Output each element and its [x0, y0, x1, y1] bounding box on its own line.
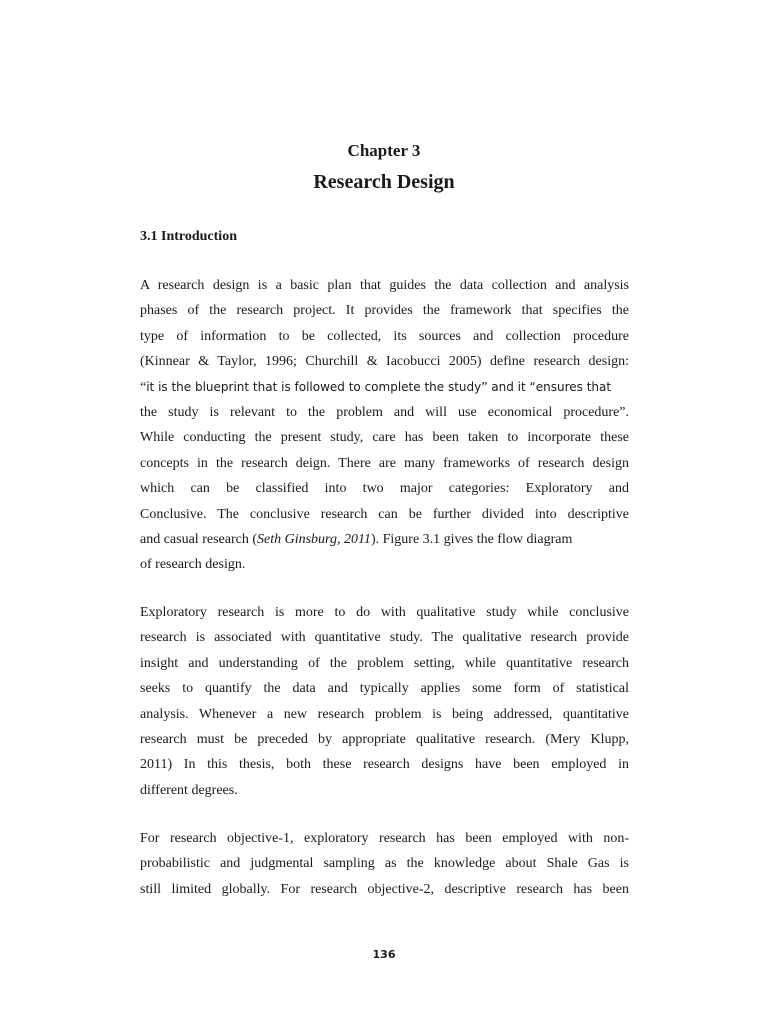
text-line: concepts in the research deign. There are many frameworks of research design — [140, 455, 629, 471]
text-line: research is associated with quantitative study. The qualitative research provide — [140, 630, 629, 646]
paragraph-objectives — [140, 826, 629, 902]
text-line: probabilistic and judgmental sampling as the knowledge about Shale Gas is — [140, 856, 629, 872]
text-line: still limited globally. For research objective-2, descriptive research has been — [140, 881, 629, 897]
text-line: different degrees. — [140, 782, 238, 798]
text-line: Exploratory research is more to do with qualitative study while conclusive — [140, 605, 629, 620]
text-line: 2011) In this thesis, both these research designs have been employed in — [140, 757, 629, 773]
page-number: 136 — [372, 948, 396, 961]
paragraph-introduction — [140, 273, 629, 578]
text-line: Conclusive. The conclusive research can be further divided into descriptive — [140, 506, 629, 522]
section-heading: 3.1 Introduction — [140, 229, 237, 244]
text-line: type of information to be collected, its sources and collection procedure — [140, 328, 629, 344]
text-line: For research objective-1, exploratory research has been employed with non- — [140, 831, 629, 846]
text-line: A research design is a basic plan that guides the data collection and analysis — [140, 278, 629, 293]
paragraph-exploratory — [140, 600, 629, 803]
text-line: seeks to quantify the data and typically applies some form of statistical — [140, 681, 629, 697]
text-line: the study is relevant to the problem and will use economical procedure”. — [140, 404, 629, 420]
text-line-citation — [140, 527, 629, 552]
citation-suffix: ). Figure 3.1 gives the flow diagram — [370, 531, 573, 547]
citation-prefix: and casual research ( — [140, 531, 257, 547]
text-line: insight and understanding of the problem setting, while quantitative research — [140, 655, 629, 671]
ensures-quote-start: and it “ensures that — [487, 379, 612, 394]
text-line-quote — [140, 375, 629, 400]
text-line: research must be preceded by appropriate qualitative research. (Mery Klupp, — [140, 731, 629, 747]
text-line: While conducting the present study, care has been taken to incorporate these — [140, 430, 629, 446]
chapter-title: Research Design — [313, 171, 455, 193]
text-line: analysis. Whenever a new research problem is being addressed, quantitative — [140, 706, 629, 722]
close-quote: ” — [481, 379, 488, 395]
text-line: which can be classified into two major categories: Exploratory and — [140, 481, 629, 497]
blueprint-quote: it is the blueprint that is followed to complete the study — [146, 379, 482, 394]
open-quote: “ — [140, 379, 147, 395]
text-line: phases of the research project. It provides the framework that specifies the — [140, 303, 629, 319]
chapter-label: Chapter 3 — [347, 141, 421, 160]
text-line: (Kinnear & Taylor, 1996; Churchill & Iacobucci 2005) define research design: — [140, 354, 629, 370]
text-line: of research design. — [140, 557, 246, 573]
citation-author: Seth Ginsburg, 2011 — [256, 531, 371, 547]
